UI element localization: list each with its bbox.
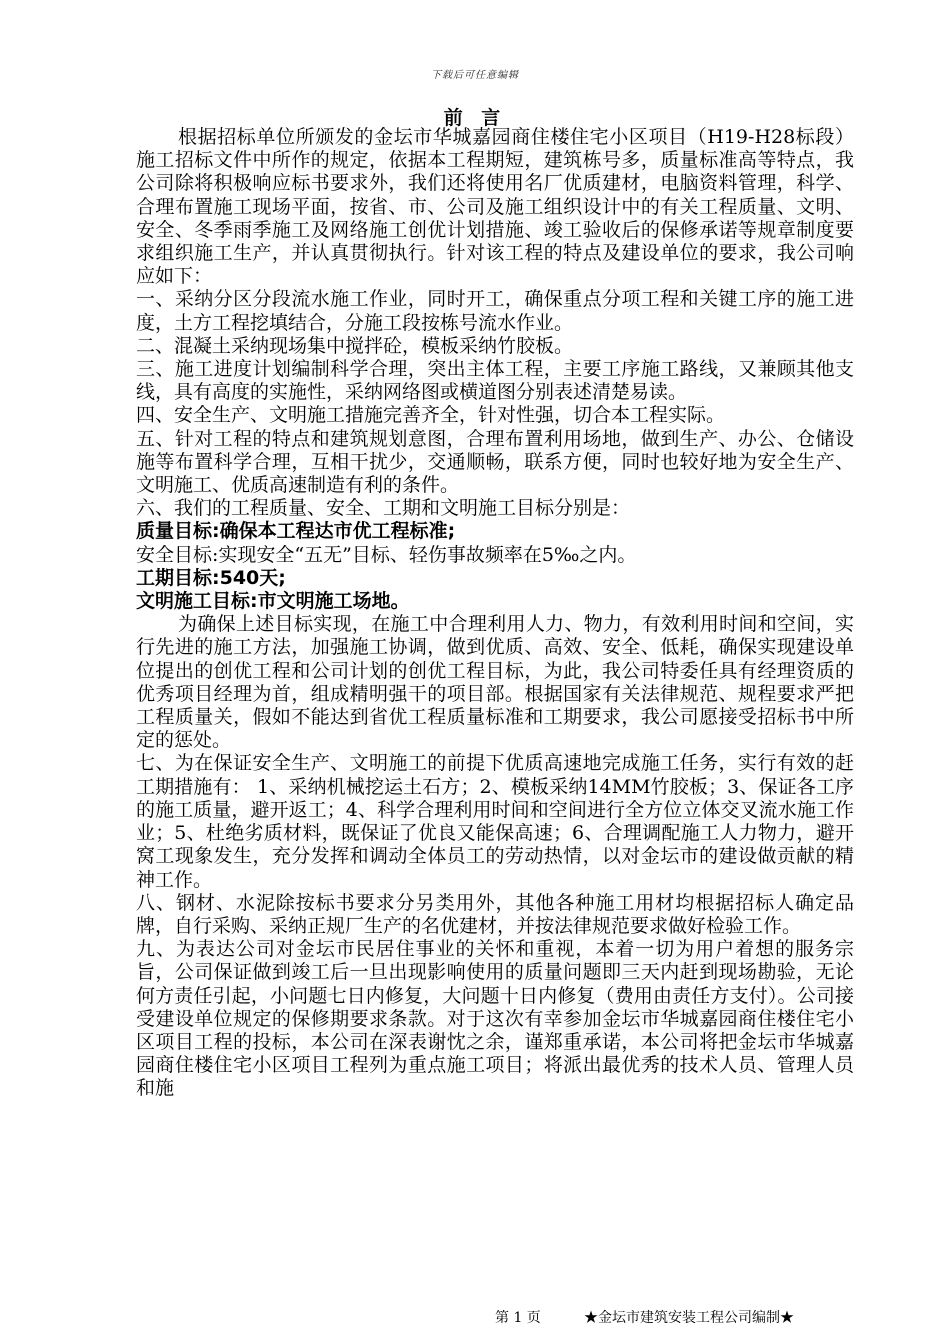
paragraph: 一、采纳分区分段流水施工作业，同时开工，确保重点分项工程和关键工序的施工进度，土方工程挖填结合，分施工段按栋号流水作业。 (136, 288, 854, 334)
paragraph: 九、为表达公司对金坛市民居住事业的关怀和重视，本着一切为用户着想的服务宗旨，公司保证做到竣工后一旦出现影响使用的质量问题即三天内赶到现场勘验，无论何方责任引起，小问题七日内修复，大问题十日内修复（费用由责任方支付）。公司接受建设单位规定的保修期要求条款。对于这次有幸参加金坛市华城嘉园商住楼住宅小区项目工程的投标，本公司在深表谢忱之余，谨郑重承诺，本公司将把金坛市华城嘉园商住楼住宅小区项目工程列为重点施工项目；将派出最优秀的技术人员、管理人员和施 (136, 938, 854, 1100)
page-number: 第 1 页 (495, 1310, 541, 1326)
paragraph: 安全目标:实现安全“五无”目标、轻伤事故频率在5‰之内。 (136, 543, 637, 566)
footer-company: ★金坛市建筑安装工程公司编制★ (584, 1310, 794, 1326)
paragraph: 为确保上述目标实现，在施工中合理利用人力、物力，有效利用时间和空间，实行先进的施工方法，加强施工协调，做到优质、高效、安全、低耗，确保实现建设单位提出的创优工程和公司计划的创优工程目标，为此，我公司特委任具有经理资质的优秀项目经理为首，组成精明强干的项目部。根据国家有关法律规范、规程要求严把工程质量关，假如不能达到省优工程质量标准和工期要求，我公司愿接受招标书中所定的惩处。 (136, 613, 854, 752)
paragraph: 四、安全生产、文明施工措施完善齐全，针对性强，切合本工程实际。 (136, 404, 726, 427)
paragraph: 工期目标:540天; (136, 566, 286, 589)
paragraph: 六、我们的工程质量、安全、工期和文明施工目标分别是： (136, 497, 631, 520)
document-body (136, 126, 854, 1101)
page-title: 前 言 (443, 107, 507, 129)
watermark-text: 下载后可任意编辑 (431, 70, 519, 81)
paragraph: 根据招标单位所颁发的金坛市华城嘉园商住楼住宅小区项目（H19-H28标段）施工招标文件中所作的规定，依据本工程期短，建筑栋号多，质量标准高等特点，我公司除将积极响应标书要求外，我们还将使用名厂优质建材，电脑资料管理，科学、合理布置施工现场平面，按省、市、公司及施工组织设计中的有关工程质量、文明、安全、冬季雨季施工及网络施工创优计划措施、竣工验收后的保修承诺等规章制度要求组织施工生产，并认真贯彻执行。针对该工程的特点及建设单位的要求，我公司响应如下： (136, 126, 854, 288)
paragraph: 质量目标:确保本工程达市优工程标准; (136, 520, 456, 543)
paragraph: 三、施工进度计划编制科学合理，突出主体工程，主要工序施工路线，又兼顾其他支线，具有高度的实施性，采纳网络图或横道图分别表述清楚易读。 (136, 358, 854, 404)
paragraph: 七、为在保证安全生产、文明施工的前提下优质高速地完成施工任务，实行有效的赶工期措施有： 1、采纳机械挖运土石方；2、模板采纳14MM竹胶板；3、保证各工序的施工质量，避开返工；4、科学合理利用时间和空间进行全方位立体交叉流水施工作业；5、杜绝劣质材料，既保证了优良又能保高速；6、合理调配施工人力物力，避开窝工现象发生，充分发挥和调动全体员工的劳动热情，以对金坛市的建设做贡献的精神工作。 (136, 752, 854, 891)
paragraph: 五、针对工程的特点和建筑规划意图，合理布置利用场地，做到生产、办公、仓储设施等布置科学合理，互相干扰少，交通顺畅，联系方便，同时也较好地为安全生产、文明施工、优质高速制造有利的条件。 (136, 427, 854, 497)
paragraph: 二、混凝土采纳现场集中搅拌砼，模板采纳竹胶板。 (136, 334, 574, 357)
paragraph: 文明施工目标:市文明施工场地。 (136, 590, 410, 613)
paragraph: 八、钢材、水泥除按标书要求分另类用外，其他各种施工用材均根据招标人确定品牌，自行采购、采纳正规厂生产的名优建材，并按法律规范要求做好检验工作。 (136, 891, 854, 937)
